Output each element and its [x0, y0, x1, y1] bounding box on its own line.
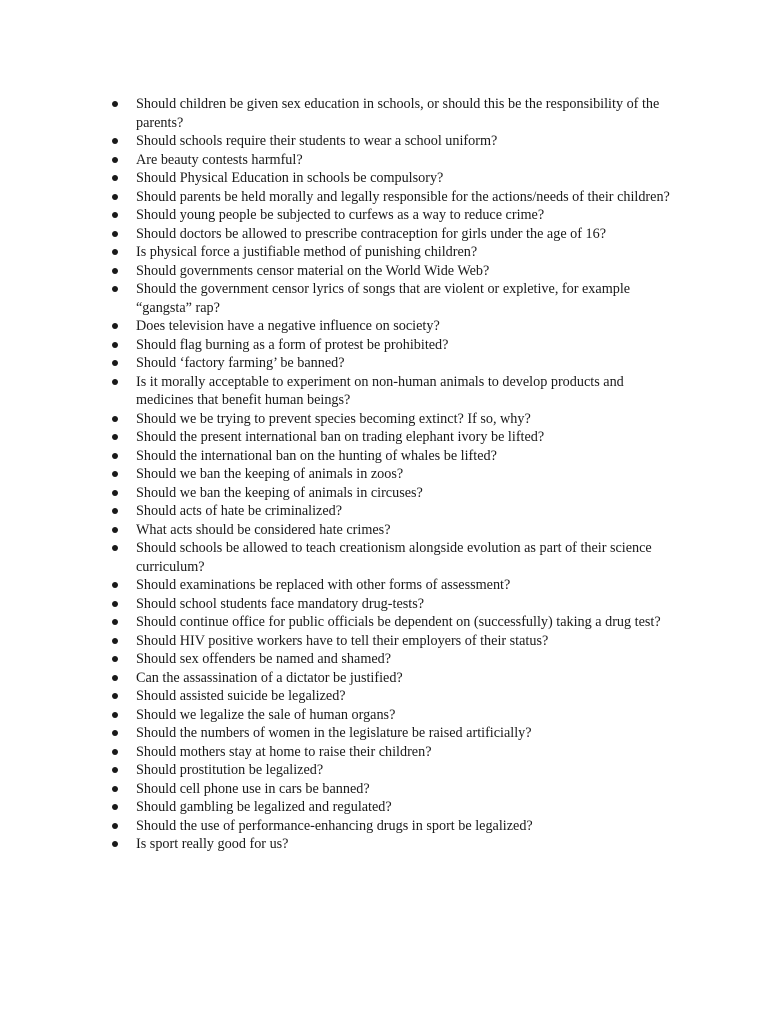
- list-item: Is physical force a justifiable method of punishing children?: [108, 243, 678, 262]
- list-item: Should assisted suicide be legalized?: [108, 687, 678, 706]
- list-item: Should the international ban on the hunting of whales be lifted?: [108, 447, 678, 466]
- list-item: Should parents be held morally and legally responsible for the actions/needs of their children?: [108, 188, 678, 207]
- list-item: Should we ban the keeping of animals in zoos?: [108, 465, 678, 484]
- list-item: Should the numbers of women in the legislature be raised artificially?: [108, 724, 678, 743]
- list-item: Should the present international ban on trading elephant ivory be lifted?: [108, 428, 678, 447]
- list-item: Are beauty contests harmful?: [108, 151, 678, 170]
- list-item: Should Physical Education in schools be compulsory?: [108, 169, 678, 188]
- list-item: Should flag burning as a form of protest be prohibited?: [108, 336, 678, 355]
- list-item: Is sport really good for us?: [108, 835, 678, 854]
- list-item: Should young people be subjected to curfews as a way to reduce crime?: [108, 206, 678, 225]
- list-item: Should mothers stay at home to raise their children?: [108, 743, 678, 762]
- list-item: Is it morally acceptable to experiment on non-human animals to develop products and medicines that benefit human beings?: [108, 373, 678, 410]
- list-item: What acts should be considered hate crimes?: [108, 521, 678, 540]
- list-item: Should acts of hate be criminalized?: [108, 502, 678, 521]
- list-item: Should we legalize the sale of human organs?: [108, 706, 678, 725]
- list-item: Should schools require their students to wear a school uniform?: [108, 132, 678, 151]
- list-item: Should prostitution be legalized?: [108, 761, 678, 780]
- list-item: Should doctors be allowed to prescribe contraception for girls under the age of 16?: [108, 225, 678, 244]
- list-item: Should children be given sex education in schools, or should this be the responsibility of the parents?: [108, 95, 678, 132]
- list-item: Should the use of performance-enhancing drugs in sport be legalized?: [108, 817, 678, 836]
- list-item: Should cell phone use in cars be banned?: [108, 780, 678, 799]
- list-item: Should schools be allowed to teach creationism alongside evolution as part of their science curriculum?: [108, 539, 678, 576]
- list-item: Should examinations be replaced with other forms of assessment?: [108, 576, 678, 595]
- list-item: Can the assassination of a dictator be justified?: [108, 669, 678, 688]
- list-item: Does television have a negative influence on society?: [108, 317, 678, 336]
- list-item: Should ‘factory farming’ be banned?: [108, 354, 678, 373]
- list-item: Should the government censor lyrics of songs that are violent or expletive, for example “gangsta” rap?: [108, 280, 678, 317]
- list-item: Should gambling be legalized and regulated?: [108, 798, 678, 817]
- list-item: Should sex offenders be named and shamed?: [108, 650, 678, 669]
- list-item: Should HIV positive workers have to tell their employers of their status?: [108, 632, 678, 651]
- list-item: Should governments censor material on the World Wide Web?: [108, 262, 678, 281]
- list-item: Should we be trying to prevent species becoming extinct? If so, why?: [108, 410, 678, 429]
- list-item: Should we ban the keeping of animals in circuses?: [108, 484, 678, 503]
- list-item: Should school students face mandatory drug-tests?: [108, 595, 678, 614]
- question-list: [108, 95, 678, 854]
- list-item: Should continue office for public officials be dependent on (successfully) taking a drug test?: [108, 613, 678, 632]
